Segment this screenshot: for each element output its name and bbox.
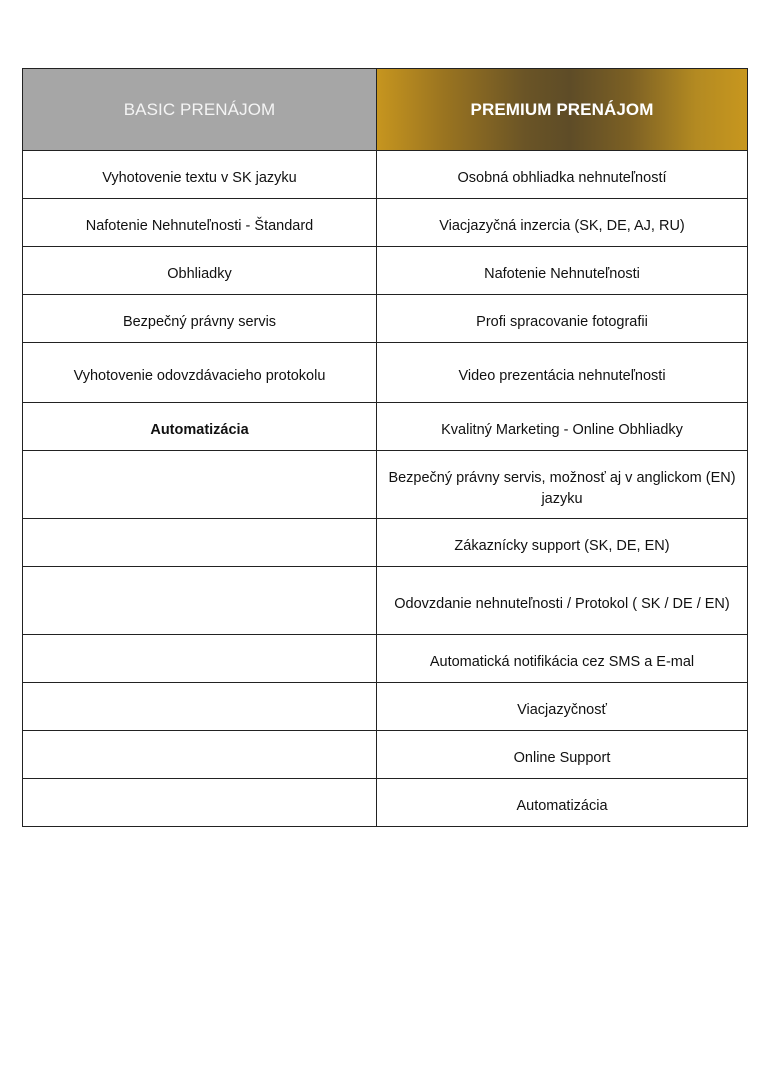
table-row xyxy=(23,151,748,199)
table-row xyxy=(23,199,748,247)
basic-feature-cell xyxy=(23,635,377,683)
table-row xyxy=(23,451,748,519)
table-row xyxy=(23,403,748,451)
premium-feature-cell: Odovzdanie nehnuteľnosti / Protokol ( SK / DE / EN) xyxy=(377,567,748,635)
premium-feature-cell: Osobná obhliadka nehnuteľností xyxy=(377,151,748,199)
table-row xyxy=(23,683,748,731)
basic-feature-cell xyxy=(23,731,377,779)
premium-feature-cell: Kvalitný Marketing - Online Obhliadky xyxy=(377,403,748,451)
table-row xyxy=(23,567,748,635)
premium-plan-header: PREMIUM PRENÁJOM xyxy=(377,69,748,151)
premium-feature-cell: Online Support xyxy=(377,731,748,779)
table-header-row xyxy=(23,69,748,151)
table-row xyxy=(23,295,748,343)
table-row xyxy=(23,779,748,827)
basic-feature-cell: Vyhotovenie textu v SK jazyku xyxy=(23,151,377,199)
table-row xyxy=(23,635,748,683)
basic-feature-cell: Obhliadky xyxy=(23,247,377,295)
basic-feature-cell xyxy=(23,683,377,731)
premium-feature-cell: Nafotenie Nehnuteľnosti xyxy=(377,247,748,295)
basic-feature-cell xyxy=(23,519,377,567)
basic-feature-cell: Nafotenie Nehnuteľnosti - Štandard xyxy=(23,199,377,247)
premium-feature-cell: Viacjazyčná inzercia (SK, DE, AJ, RU) xyxy=(377,199,748,247)
table-row xyxy=(23,519,748,567)
table-row xyxy=(23,731,748,779)
basic-feature-cell xyxy=(23,779,377,827)
basic-feature-cell: Bezpečný právny servis xyxy=(23,295,377,343)
premium-feature-cell: Viacjazyčnosť xyxy=(377,683,748,731)
premium-feature-cell: Bezpečný právny servis, možnosť aj v anglickom (EN) jazyku xyxy=(377,451,748,519)
basic-feature-cell xyxy=(23,567,377,635)
basic-feature-cell: Vyhotovenie odovzdávacieho protokolu xyxy=(23,343,377,403)
premium-feature-cell: Automatizácia xyxy=(377,779,748,827)
comparison-table xyxy=(22,68,748,827)
basic-feature-cell xyxy=(23,451,377,519)
premium-feature-cell: Zákaznícky support (SK, DE, EN) xyxy=(377,519,748,567)
basic-feature-cell: Automatizácia xyxy=(23,403,377,451)
table-row xyxy=(23,247,748,295)
premium-feature-cell: Profi spracovanie fotografii xyxy=(377,295,748,343)
table-row xyxy=(23,343,748,403)
premium-feature-cell: Video prezentácia nehnuteľnosti xyxy=(377,343,748,403)
premium-feature-cell: Automatická notifikácia cez SMS a E-mal xyxy=(377,635,748,683)
basic-plan-header: BASIC PRENÁJOM xyxy=(23,69,377,151)
